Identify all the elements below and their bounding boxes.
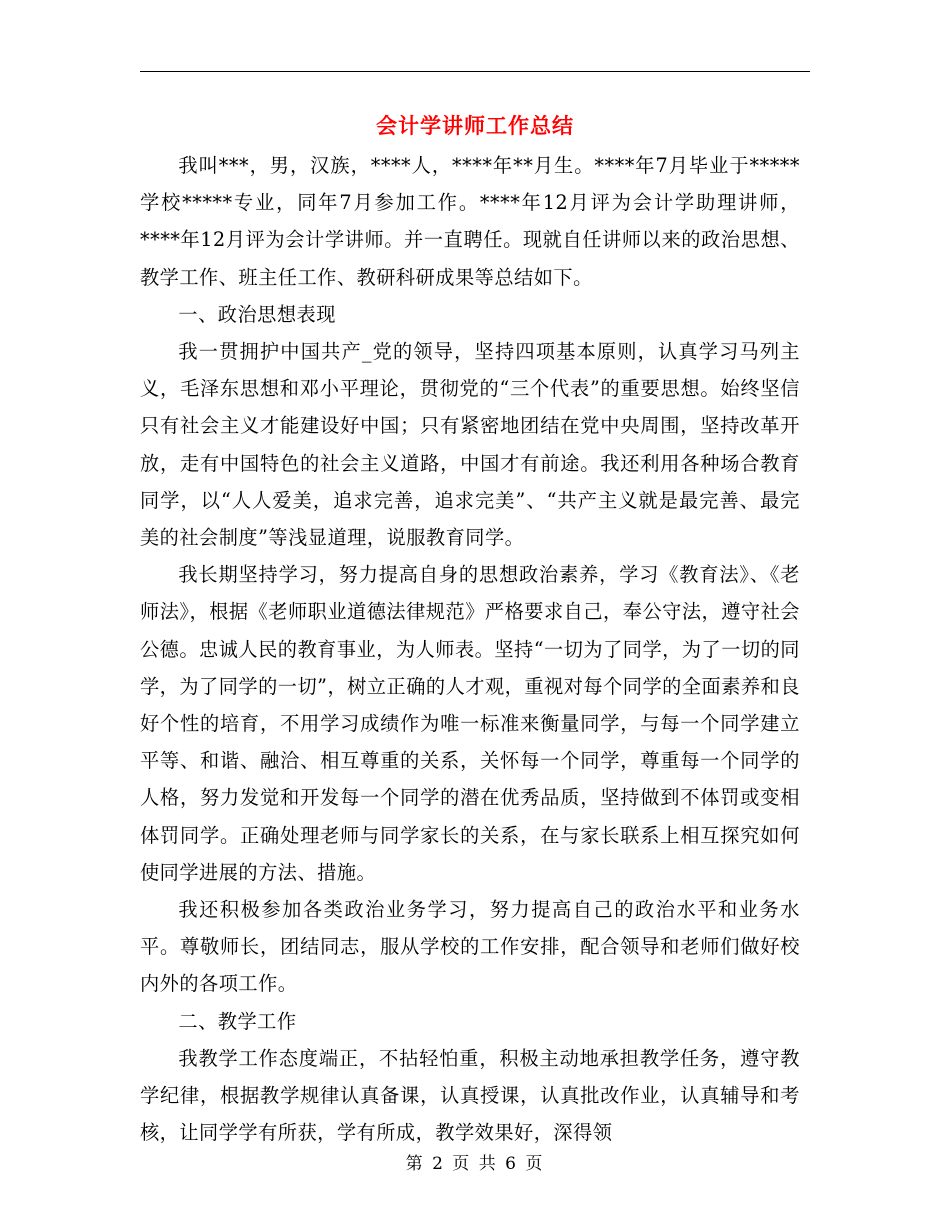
paragraph-political-1: 我一贯拥护中国共产_党的领导，坚持四项基本原则，认真学习马列主义，毛泽东思想和邓小平理论，贯彻党的“三个代表”的重要思想。始终坚信只有社会主义才能建设好中国；只有紧密地团结在党中央周围，坚持改革开放，走有中国特色的社会主义道路，中国才有前途。我还利用各种场合教育同学，以“人人爱美，追求完善，追求完美”、“共产主义就是最完善、最完美的社会制度”等浅显道理，说服教育同学。 xyxy=(140,340,800,550)
header-rule xyxy=(140,71,810,72)
document-title: 会计学讲师工作总结 xyxy=(376,113,574,138)
page-number-footer: 第 2 页 共 6 页 xyxy=(405,1154,545,1174)
paragraph-political-2: 我长期坚持学习，努力提高自身的思想政治素养，学习《教育法》、《老师法》，根据《老师职业道德法律规范》严格要求自己，奉公守法，遵守社会公德。忠诚人民的教育事业，为人师表。坚持“一切为了同学，为了一切的同学，为了同学的一切”，树立正确的人才观，重视对每个同学的全面素养和良好个性的培育，不用学习成绩作为唯一标准来衡量同学，与每一个同学建立平等、和谐、融洽、相互尊重的关系，关怀每一个同学，尊重每一个同学的人格，努力发觉和开发每一个同学的潜在优秀品质，坚持做到不体罚或变相体罚同学。正确处理老师与同学家长的关系，在与家长联系上相互探究如何使同学进展的方法、措施。 xyxy=(140,563,800,884)
paragraph-political-3: 我还积极参加各类政治业务学习，努力提高自己的政治水平和业务水平。尊敬师长，团结同志，服从学校的工作安排，配合领导和老师们做好校内外的各项工作。 xyxy=(140,898,800,996)
document-body xyxy=(140,147,800,1151)
paragraph-teaching-1: 我教学工作态度端正，不拈轻怕重，积极主动地承担教学任务，遵守教学纪律，根据教学规律认真备课，认真授课，认真批改作业，认真辅导和考核，让同学学有所获，学有所成，教学效果好，深得领 xyxy=(140,1046,800,1145)
section-heading-teaching: 二、教学工作 xyxy=(178,1009,297,1033)
section-heading-political: 一、政治思想表现 xyxy=(178,302,336,326)
paragraph-intro: 我叫***，男，汉族，****人，****年**月生。****年7月毕业于*****学校*****专业，同年7月参加工作。****年12月评为会计学助理讲师，****年12月评为会计学讲师。并一直聘任。现就自任讲师以来的政治思想、教学工作、班主任工作、教研科研成果等总结如下。 xyxy=(140,154,800,289)
